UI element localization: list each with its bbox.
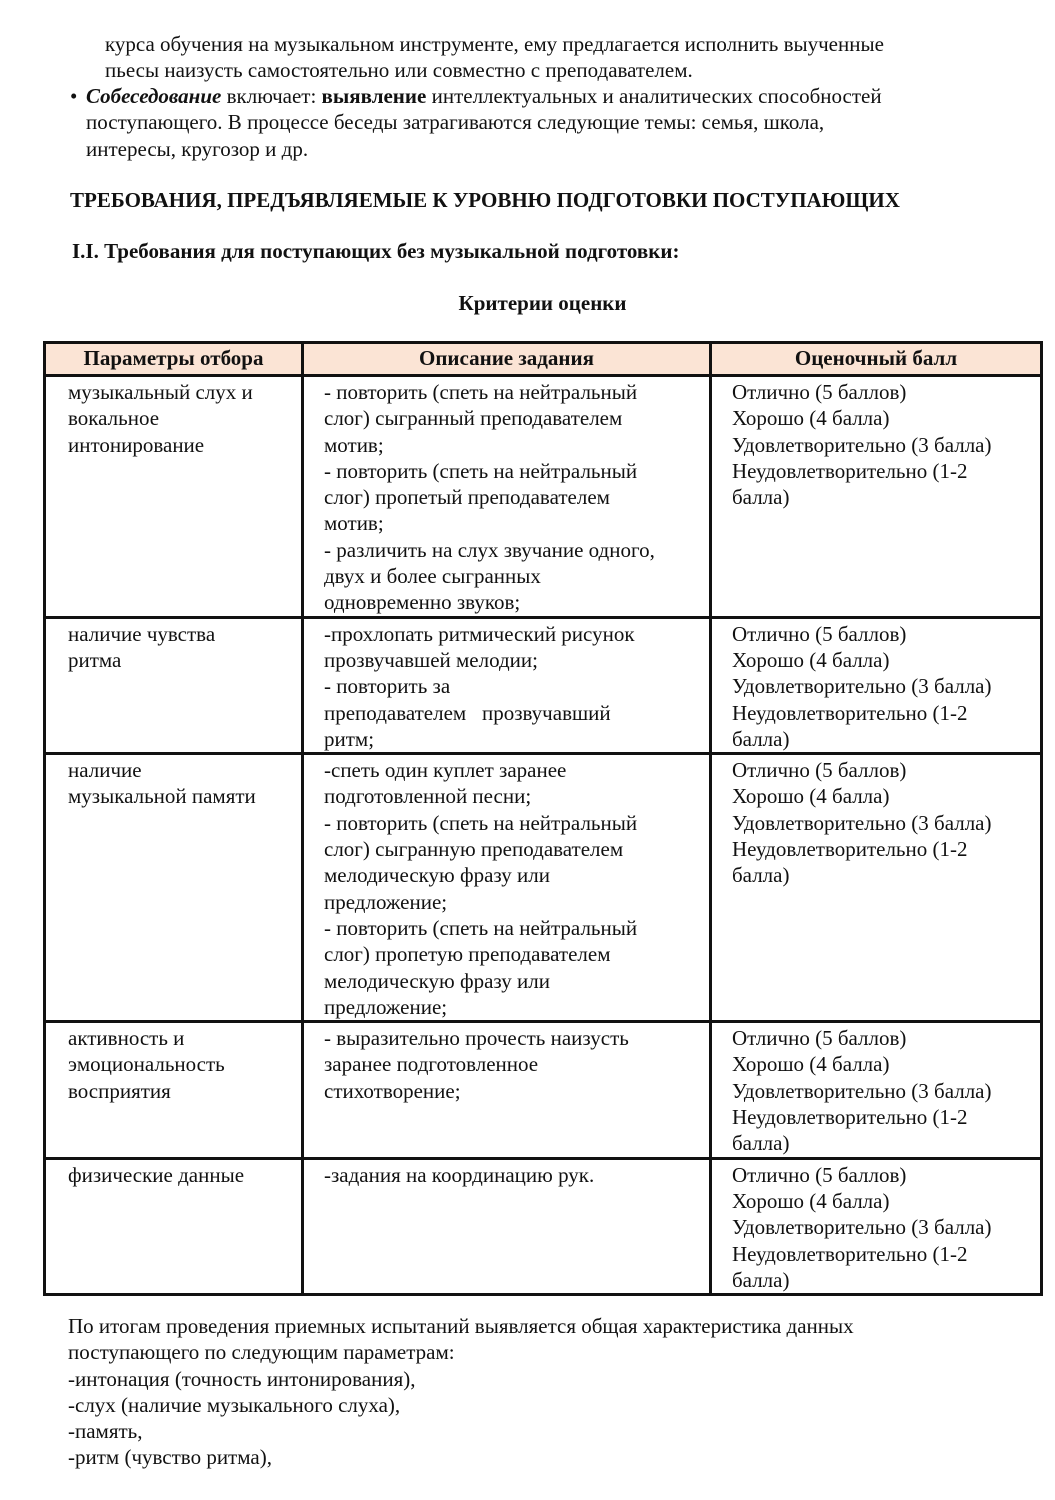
- bullet-text-part: интеллектуальных и аналитических способностей: [426, 84, 882, 108]
- bullet-line: поступающего. В процессе беседы затрагиваются следующие темы: семья, школа,: [86, 110, 825, 135]
- outro-line: -память,: [68, 1419, 143, 1444]
- description-cell: [303, 376, 711, 618]
- score-cell: [711, 376, 1042, 618]
- cell-line: мелодическую фразу или: [324, 968, 550, 993]
- cell-line: интонирование: [68, 432, 205, 457]
- cell-line: Отлично (5 баллов): [732, 1162, 907, 1187]
- cell-line: Удовлетворительно (3 балла): [732, 1078, 992, 1103]
- cell-line: наличие: [68, 758, 142, 783]
- cell-line: Удовлетворительно (3 балла): [732, 810, 992, 835]
- cell-line: слог) пропетый преподавателем: [324, 485, 610, 510]
- cell-line: Отлично (5 баллов): [732, 621, 907, 646]
- outro-line: -ритм (чувство ритма),: [68, 1445, 272, 1470]
- table-caption: Критерии оценки: [458, 291, 627, 315]
- param-cell: [45, 617, 303, 753]
- description-cell: [303, 1022, 711, 1158]
- cell-line: мелодическую фразу или: [324, 863, 550, 888]
- cell-line: подготовленной песни;: [324, 784, 532, 809]
- cell-line: преподавателем прозвучавший: [324, 700, 611, 725]
- cell-line: Удовлетворительно (3 балла): [732, 432, 992, 457]
- cell-line: -прохлопать ритмический рисунок: [324, 621, 635, 646]
- cell-line: - различить на слух звучание одного,: [324, 537, 655, 562]
- param-cell: [45, 754, 303, 1022]
- table-row: [45, 376, 1042, 618]
- header-description: Описание задания: [303, 343, 711, 376]
- cell-line: предложение;: [324, 994, 448, 1019]
- bullet-bold-word: выявление: [321, 84, 427, 108]
- cell-line: Неудовлетворительно (1-2: [732, 837, 968, 862]
- score-cell: [711, 1158, 1042, 1294]
- cell-line: прозвучавшей мелодии;: [324, 647, 538, 672]
- table-row: [45, 617, 1042, 753]
- bullet-text-part: включает:: [221, 84, 322, 108]
- intro-paragraph: [105, 31, 1025, 84]
- outro-line: -слух (наличие музыкального слуха),: [68, 1392, 401, 1417]
- cell-line: - повторить (спеть на нейтральный: [324, 810, 638, 835]
- cell-line: Неудовлетворительно (1-2: [732, 1105, 968, 1130]
- cell-line: Хорошо (4 балла): [732, 1052, 890, 1077]
- cell-line: ритма: [68, 647, 122, 672]
- cell-line: балла): [732, 485, 790, 510]
- cell-line: Хорошо (4 балла): [732, 647, 890, 672]
- cell-line: слог) сыгранный преподавателем: [324, 406, 623, 431]
- bullet-term: Собеседование: [86, 84, 222, 108]
- cell-line: Хорошо (4 балла): [732, 1188, 890, 1213]
- cell-line: Удовлетворительно (3 балла): [732, 674, 992, 699]
- cell-line: слог) сыгранную преподавателем: [324, 837, 624, 862]
- table-row: [45, 1158, 1042, 1294]
- description-cell: [303, 617, 711, 753]
- cell-line: Отлично (5 баллов): [732, 1026, 907, 1051]
- cell-line: - повторить за: [324, 674, 451, 699]
- table-row: [45, 1022, 1042, 1158]
- cell-line: - повторить (спеть на нейтральный: [324, 380, 638, 404]
- cell-line: слог) пропетую преподавателем: [324, 942, 611, 967]
- cell-line: эмоциональность: [68, 1052, 225, 1077]
- cell-line: Хорошо (4 балла): [732, 784, 890, 809]
- section-heading: ТРЕБОВАНИЯ, ПРЕДЪЯВЛЯЕМЫЕ К УРОВНЮ ПОДГОТОВКИ ПОСТУПАЮЩИХ: [70, 188, 900, 212]
- cell-line: восприятия: [68, 1078, 171, 1103]
- cell-line: Отлично (5 баллов): [732, 758, 907, 783]
- cell-line: - выразительно прочесть наизусть: [324, 1026, 629, 1051]
- outro-line: -интонация (точность интонирования),: [68, 1366, 416, 1391]
- cell-line: заранее подготовленное: [324, 1052, 539, 1077]
- cell-line: ритм;: [324, 726, 375, 751]
- cell-line: вокальное: [68, 406, 160, 431]
- intro-line: пьесы наизусть самостоятельно или совместно с преподавателем.: [105, 58, 693, 83]
- cell-line: Неудовлетворительно (1-2: [732, 458, 968, 483]
- cell-line: стихотворение;: [324, 1078, 461, 1103]
- description-cell: [303, 754, 711, 1022]
- description-cell: [303, 1158, 711, 1294]
- cell-line: Неудовлетворительно (1-2: [732, 1241, 968, 1266]
- cell-line: балла): [732, 726, 790, 751]
- cell-line: Удовлетворительно (3 балла): [732, 1215, 992, 1240]
- cell-line: Отлично (5 баллов): [732, 380, 907, 404]
- cell-line: активность и: [68, 1026, 185, 1051]
- outro-paragraph: [68, 1313, 1028, 1471]
- cell-line: предложение;: [324, 889, 448, 914]
- param-cell: [45, 376, 303, 618]
- score-cell: [711, 754, 1042, 1022]
- bullet-line: интересы, кругозор и др.: [86, 136, 309, 161]
- table-header-row: [45, 343, 1042, 376]
- score-cell: [711, 617, 1042, 753]
- cell-line: балла): [732, 1131, 790, 1156]
- cell-line: мотив;: [324, 511, 384, 536]
- bullet-text: [86, 83, 1006, 162]
- cell-line: двух и более сыгранных: [324, 564, 541, 589]
- cell-line: музыкальной памяти: [68, 784, 256, 809]
- cell-line: мотив;: [324, 432, 384, 457]
- bullet-marker: •: [70, 84, 78, 108]
- outro-line: По итогам проведения приемных испытаний выявляется общая характеристика данных: [68, 1314, 854, 1338]
- subsection-heading: I.I. Требования для поступающих без музыкальной подготовки:: [72, 239, 680, 263]
- header-score: Оценочный балл: [711, 343, 1042, 376]
- cell-line: наличие чувства: [68, 621, 216, 646]
- header-parameters: Параметры отбора: [45, 343, 303, 376]
- criteria-table: [43, 341, 1043, 1296]
- intro-line: курса обучения на музыкальном инструменте, ему предлагается исполнить выученные: [105, 32, 884, 56]
- cell-line: балла): [732, 863, 790, 888]
- cell-line: -задания на координацию рук.: [324, 1162, 595, 1187]
- param-cell: [45, 1158, 303, 1294]
- param-cell: [45, 1022, 303, 1158]
- cell-line: балла): [732, 1267, 790, 1292]
- cell-line: музыкальный слух и: [68, 380, 253, 404]
- cell-line: - повторить (спеть на нейтральный: [324, 915, 638, 940]
- score-cell: [711, 1022, 1042, 1158]
- table-row: [45, 754, 1042, 1022]
- cell-line: Неудовлетворительно (1-2: [732, 700, 968, 725]
- cell-line: -спеть один куплет заранее: [324, 758, 567, 783]
- cell-line: одновременно звуков;: [324, 590, 521, 615]
- cell-line: - повторить (спеть на нейтральный: [324, 458, 638, 483]
- cell-line: физические данные: [68, 1162, 245, 1187]
- cell-line: Хорошо (4 балла): [732, 406, 890, 431]
- outro-line: поступающего по следующим параметрам:: [68, 1340, 455, 1365]
